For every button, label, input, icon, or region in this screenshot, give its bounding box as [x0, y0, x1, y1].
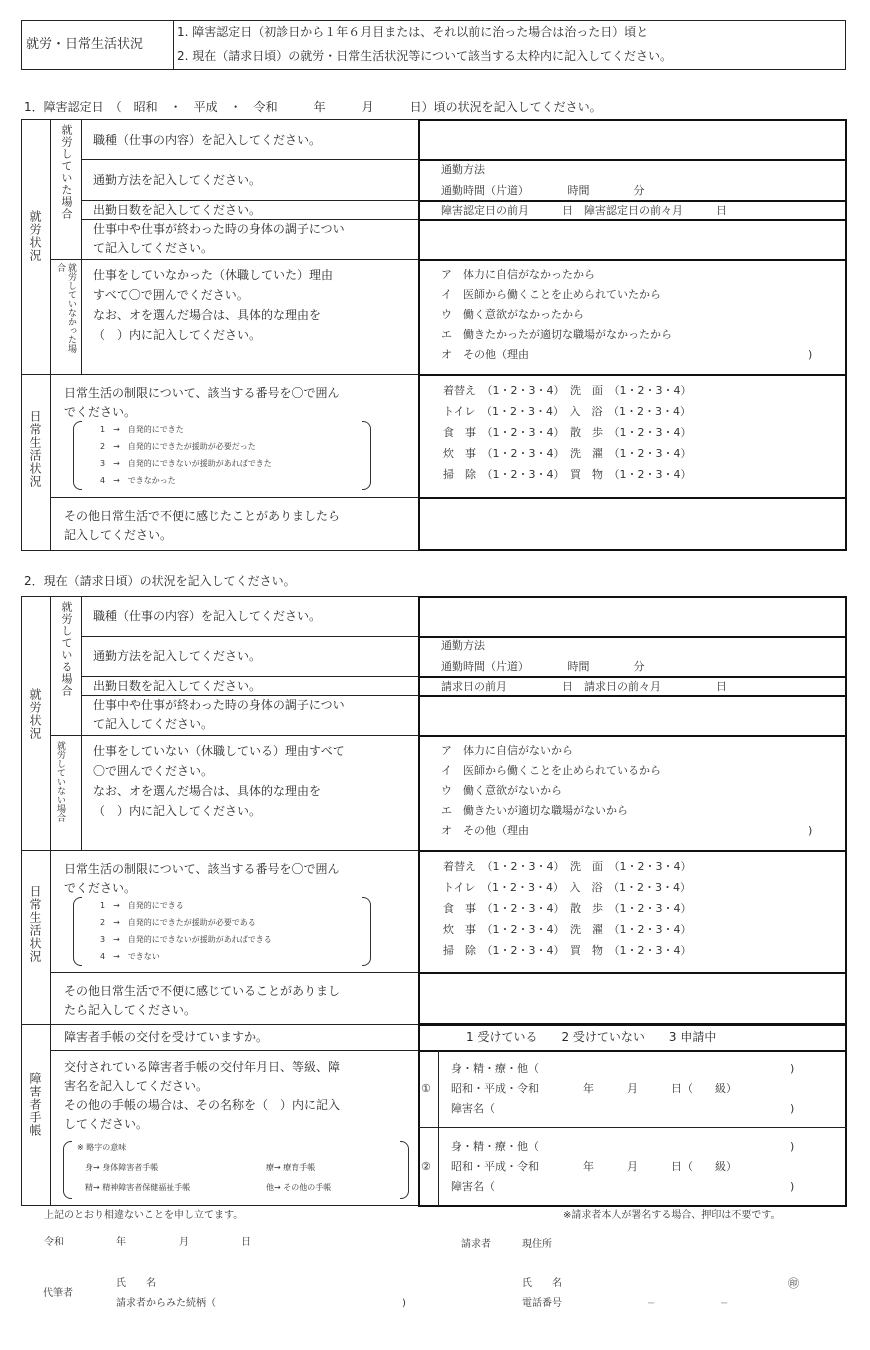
phone-dash: −	[647, 1298, 656, 1309]
s2-reason-line-3: なお、オを選んだ場合は、具体的な理由を	[93, 784, 322, 798]
header-divider	[173, 20, 174, 70]
activity-label: 買 物	[570, 468, 603, 481]
s1-working-label: 就労していた場合	[60, 124, 73, 220]
s1-commute-method: 通勤方法	[441, 163, 485, 176]
s1-occupation-label: 職種（仕事の内容）を記入してください。	[93, 133, 322, 147]
s1-other-line-1: その他日常生活で不便に感じたことがありましたら	[64, 509, 341, 523]
s2-scale-bracket-left	[73, 897, 82, 966]
activity-label: 食 事	[443, 426, 476, 439]
s2-daily-line-1: 日常生活の制限について、該当する番号を〇で囲ん	[64, 862, 340, 876]
s1-scale-bracket-right	[362, 421, 371, 490]
activity-options[interactable]: （1・2・3・4）	[614, 468, 692, 481]
s2-other-field[interactable]	[421, 975, 844, 1023]
s2-occupation-label: 職種（仕事の内容）を記入してください。	[93, 609, 322, 623]
activity-label: 洗 濯	[570, 923, 603, 936]
handbook-label: 障害者手帳	[28, 1072, 42, 1137]
s1-scale-item: 4 → できなかった	[100, 476, 176, 485]
declaration: 上記のとおり相違ないことを申し立てます。	[44, 1210, 244, 1221]
abbr-item: 療→ 療育手帳	[266, 1163, 316, 1172]
header-line-1: 1. 障害認定日（初診日から１年６月目または、それ以前に治った場合は治った日）頃と	[177, 25, 649, 39]
activity-label: 散 歩	[570, 902, 603, 915]
seal-icon: ㊞	[788, 1277, 799, 1290]
s1-work-label: 就労状況	[28, 210, 42, 262]
phone-label[interactable]: 電話番号	[522, 1298, 562, 1309]
activity-options[interactable]: （1・2・3・4）	[487, 426, 559, 439]
activity-options[interactable]: （1・2・3・4）	[486, 881, 559, 894]
s1-scale-item: 3 → 自発的にできないが援助があればできた	[100, 459, 272, 468]
abbr-item: 精→ 精神障害者保健福祉手帳	[85, 1183, 191, 1192]
s2-working-label: 就労している場合	[60, 601, 73, 697]
date-year[interactable]: 年	[116, 1237, 126, 1248]
activity-label: 洗 濯	[570, 447, 603, 460]
activity-label: 入 浴	[569, 881, 603, 894]
header-line-2: 2. 現在（請求日頃）の就労・日常生活状況等について該当する太枠内に記入してください。	[177, 49, 673, 63]
s2-reason-line-2: 〇で囲んでください。	[93, 764, 214, 778]
activity-label: 着替え	[443, 384, 476, 397]
s2-reason-option[interactable]: オ その他（理由	[441, 824, 529, 837]
date-era: 令和	[44, 1237, 64, 1248]
s1-condition-field[interactable]	[421, 222, 844, 258]
activity-options[interactable]: （1・2・3・4）	[613, 405, 691, 418]
s1-days-answer: 障害認定日の前月 日 障害認定日の前々月 日	[441, 204, 727, 217]
s2-commute-label: 通勤方法を記入してください。	[93, 649, 262, 663]
s2-reason-line-4: （ ）内に記入してください。	[93, 804, 262, 818]
s2-scale-item: 4 → できない	[100, 952, 160, 961]
s1-condition-line-2: て記入してください。	[93, 241, 214, 255]
s2-scale-bracket-right	[362, 897, 371, 966]
activity-options[interactable]: （1・2・3・4）	[614, 944, 692, 957]
s1-other-field[interactable]	[421, 500, 844, 548]
s1-daily-label: 日常生活状況	[28, 410, 42, 488]
s2-scale-item: 2 → 自発的にできたが援助が必要である	[100, 918, 256, 927]
activity-options[interactable]: （1・2・3・4）	[487, 384, 559, 397]
entry-name[interactable]: 障害名（	[451, 1180, 495, 1193]
activity-options[interactable]: （1・2・3・4）	[614, 426, 692, 439]
handbook-q1-answer[interactable]: 1 受けている 2 受けていない 3 申請中	[466, 1030, 717, 1044]
s2-reason-close: )	[808, 824, 813, 837]
proxy-name-label[interactable]: 氏 名	[116, 1278, 156, 1289]
activity-label: 入 浴	[569, 405, 603, 418]
s2-daily-label: 日常生活状況	[28, 885, 42, 963]
entry-type[interactable]: 身・精・療・他（	[451, 1140, 539, 1153]
s1-reason-line-1: 仕事をしていなかった（休職していた）理由	[93, 268, 334, 282]
s1-reason-line-4: （ ）内に記入してください。	[93, 328, 262, 342]
claimant-name-label[interactable]: 氏 名	[522, 1278, 562, 1289]
s1-other-line-2: 記入してください。	[64, 528, 173, 542]
s2-other-line-1: その他日常生活で不便に感じていることがありまし	[64, 984, 341, 998]
handbook-q1: 障害者手帳の交付を受けていますか。	[64, 1030, 269, 1044]
activity-options[interactable]: （1・2・3・4）	[613, 881, 691, 894]
s1-reason-line-3: なお、オを選んだ場合は、具体的な理由を	[93, 308, 322, 322]
activity-label: トイレ	[443, 881, 476, 894]
s1-daily-line-1: 日常生活の制限について、該当する番号を〇で囲ん	[64, 386, 340, 400]
abbr-title: ※ 略字の意味	[77, 1143, 127, 1152]
s2-daily-line-2: でください。	[64, 881, 137, 895]
entry-date[interactable]: 昭和・平成・令和 年 月 日（ 級）	[451, 1082, 737, 1095]
header-label: 就労・日常生活状況	[26, 37, 144, 52]
s2-scale-item: 3 → 自発的にできないが援助があればできる	[100, 935, 272, 944]
s2-scale-item: 1 → 自発的にできる	[100, 901, 184, 910]
entry-type-close: )	[790, 1140, 795, 1153]
s1-occupation-field[interactable]	[421, 122, 844, 158]
s2-occupation-field[interactable]	[421, 599, 844, 635]
activity-label: 炊 事	[443, 923, 476, 936]
activity-label: 着替え	[443, 860, 476, 873]
section2-heading: 2．現在（請求日頃）の状況を記入してください。	[24, 574, 296, 588]
s1-scale-bracket-left	[73, 421, 82, 490]
entry-date[interactable]: 昭和・平成・令和 年 月 日（ 級）	[451, 1160, 737, 1173]
section1-heading: 1．障害認定日 （ 昭和 ・ 平成 ・ 令和 年 月 日）頃の状況を記入してください。	[24, 100, 602, 114]
activity-options[interactable]: （1・2・3・4）	[614, 384, 692, 397]
date-month[interactable]: 月	[179, 1237, 189, 1248]
s2-not-working-label: 就労していない場合	[55, 741, 65, 822]
s2-work-label: 就労状況	[28, 688, 42, 740]
activity-options[interactable]: （1・2・3・4）	[487, 923, 559, 936]
activity-options[interactable]: （1・2・3・4）	[487, 902, 559, 915]
s1-reason-option[interactable]: ア 体力に自信がなかったから	[441, 268, 595, 281]
s1-days-label: 出勤日数を記入してください。	[93, 203, 262, 217]
s1-reason-option[interactable]: ウ 働く意欲がなかったから	[441, 308, 584, 321]
activity-label: 炊 事	[443, 447, 476, 460]
activity-options[interactable]: （1・2・3・4）	[614, 860, 692, 873]
activity-label: 食 事	[443, 902, 476, 915]
activity-label: 掃 除	[443, 468, 476, 481]
s1-not-working-label: 就労していなかった場合	[55, 263, 76, 353]
s1-scale-item: 1 → 自発的にできた	[100, 425, 184, 434]
s2-reason-option[interactable]: ウ 働く意欲がないから	[441, 784, 562, 797]
s2-condition-line-2: て記入してください。	[93, 717, 214, 731]
s2-days-label: 出勤日数を記入してください。	[93, 679, 262, 693]
claimant-label: 請求者	[461, 1239, 491, 1250]
activity-label: 買 物	[570, 944, 603, 957]
s1-daily-line-2: でください。	[64, 405, 137, 419]
s1-reason-line-2: すべて〇で囲んでください。	[93, 288, 249, 302]
entry-type[interactable]: 身・精・療・他（	[451, 1062, 539, 1075]
s2-reason-option[interactable]: イ 医師から働くことを止められているから	[441, 764, 661, 777]
entry-name-close: )	[790, 1180, 795, 1193]
activity-options[interactable]: （1・2・3・4）	[487, 860, 559, 873]
handbook-q2-line-3: その他の手帳の場合は、その名称を（ ）内に記入	[64, 1098, 341, 1112]
handbook-q2-line-4: してください。	[64, 1117, 149, 1131]
s2-other-line-2: たら記入してください。	[64, 1003, 197, 1017]
s2-days-answer: 請求日の前月 日 請求日の前々月 日	[441, 680, 727, 693]
phone-dash: −	[720, 1298, 729, 1309]
s2-reason-line-1: 仕事をしていない（休職している）理由すべて	[93, 744, 345, 758]
relation-close: )	[402, 1298, 406, 1309]
s1-condition-line-1: 仕事中や仕事が終わった時の身体の調子につい	[93, 222, 345, 236]
activity-label: 散 歩	[570, 426, 603, 439]
s1-commute-time: 通勤時間（片道） 時間 分	[441, 184, 645, 197]
activity-options[interactable]: （1・2・3・4）	[487, 944, 559, 957]
activity-label: 洗 面	[570, 384, 603, 397]
handbook-q2-line-2: 害名を記入してください。	[64, 1079, 209, 1093]
entry-name[interactable]: 障害名（	[451, 1102, 495, 1115]
proxy-label: 代筆者	[43, 1288, 73, 1299]
entry-name-close: )	[790, 1102, 795, 1115]
activity-options[interactable]: （1・2・3・4）	[614, 902, 692, 915]
s2-condition-field[interactable]	[421, 698, 844, 734]
s1-reason-option[interactable]: エ 働きたかったが適切な職場がなかったから	[441, 328, 672, 341]
s1-reason-close: )	[808, 348, 813, 361]
abbr-bracket-right	[400, 1141, 409, 1199]
s1-reason-option[interactable]: イ 医師から働くことを止められていたから	[441, 288, 661, 301]
entry-type-close: )	[790, 1062, 795, 1075]
s2-reason-option[interactable]: ア 体力に自信がないから	[441, 744, 573, 757]
entry-mark: ①	[421, 1082, 431, 1095]
entry-mark: ②	[421, 1160, 431, 1173]
activity-options[interactable]: （1・2・3・4）	[614, 447, 692, 460]
activity-options[interactable]: （1・2・3・4）	[487, 468, 559, 481]
activity-options[interactable]: （1・2・3・4）	[614, 923, 692, 936]
s1-scale-item: 2 → 自発的にできたが援助が必要だった	[100, 442, 256, 451]
s2-commute-time: 通勤時間（片道） 時間 分	[441, 660, 645, 673]
abbr-bracket-left	[63, 1141, 72, 1199]
activity-label: 洗 面	[570, 860, 603, 873]
s1-commute-label: 通勤方法を記入してください。	[93, 173, 262, 187]
abbr-item: 他→ その他の手帳	[266, 1183, 332, 1192]
activity-label: 掃 除	[443, 944, 476, 957]
relation-label[interactable]: 請求者からみた続柄（	[116, 1298, 216, 1309]
address-label[interactable]: 現住所	[522, 1239, 552, 1250]
activity-options[interactable]: （1・2・3・4）	[487, 447, 559, 460]
s2-condition-line-1: 仕事中や仕事が終わった時の身体の調子につい	[93, 698, 345, 712]
s2-commute-method: 通勤方法	[441, 639, 485, 652]
s2-reason-option[interactable]: エ 働きたいが適切な職場がないから	[441, 804, 628, 817]
activity-label: トイレ	[443, 405, 476, 418]
s1-reason-option[interactable]: オ その他（理由	[441, 348, 529, 361]
handbook-q2-line-1: 交付されている障害者手帳の交付年月日、等級、障	[64, 1060, 341, 1074]
abbr-item: 身→ 身体障害者手帳	[85, 1163, 159, 1172]
activity-options[interactable]: （1・2・3・4）	[486, 405, 559, 418]
date-day[interactable]: 日	[241, 1237, 251, 1248]
seal-note: ※請求者本人が署名する場合、押印は不要です。	[563, 1210, 781, 1221]
